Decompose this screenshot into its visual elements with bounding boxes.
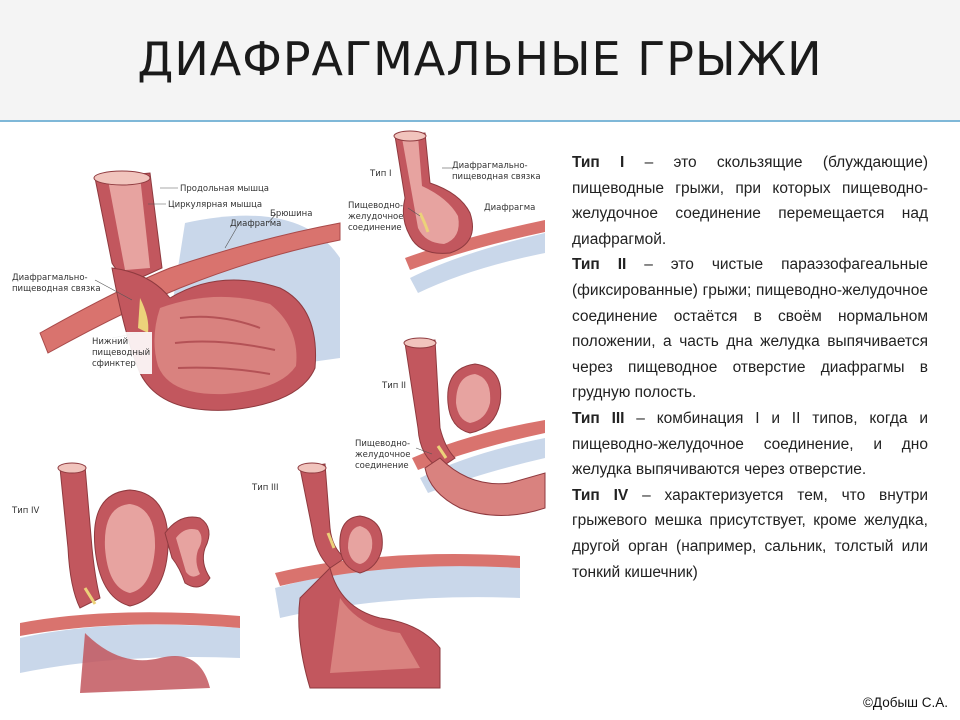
body-type-2: – это чистые параэзофагеальные (фиксированные) грыжи; пищеводно-желудочное соединение остаётся в своём нормальном положении, а часть дна желудка выпячивается через пищеводное отверстие диафрагмы в грудную полость.: [572, 256, 929, 402]
label-circular-muscle: Циркулярная мышца: [168, 200, 263, 210]
type-2-label: Тип II: [382, 381, 406, 391]
term-type-1: Тип I: [572, 154, 625, 171]
type-1-drawing: [348, 131, 545, 293]
type-1-junction-line3: соединение: [348, 223, 402, 233]
label-longitudinal-muscle: Продольная мышца: [180, 184, 269, 194]
type-1-diaphragm-label: Диафрагма: [484, 203, 536, 213]
label-sphincter-line3: сфинктер: [92, 359, 136, 369]
type-2-junction-line3: соединение: [355, 461, 409, 471]
type-1-junction-line1: Пищеводно-: [348, 201, 404, 211]
body-type-4: – характеризуется тем, что внутри грыжевого мешка присутствует, кроме желудка, другой орган (например, сальник, толстый или тонкий кишечник): [572, 486, 928, 581]
hernia-types-illustration: [0, 128, 560, 698]
type-1-ligament-line1: Диафрагмально-: [452, 161, 528, 171]
paragraph-type-1: [572, 150, 928, 252]
body-type-3: – комбинация I и II типов, когда и пищеводно-желудочное соединение, и дно желудка выпячиваются через отверстие.: [572, 409, 928, 479]
term-type-3: Тип III: [572, 409, 625, 427]
body-type-1: – это скользящие (блуждающие) пищеводные грыжи, при которых пищеводно-желудочное соединение перемещается над диафрагмой.: [572, 154, 928, 248]
type-1-junction-line2: желудочное: [348, 212, 404, 222]
label-sphincter-line2: пищеводный: [92, 348, 151, 358]
type-2-drawing: [355, 338, 545, 516]
paragraph-type-4: [572, 483, 928, 585]
copyright-note: ©Добыш С.А.: [862, 695, 948, 710]
label-sphincter-line1: Нижний: [92, 337, 129, 347]
paragraph-type-2: [572, 252, 928, 406]
type-4-drawing: [11, 463, 240, 693]
label-peritoneum: Брюшина: [270, 209, 313, 219]
slide-header: [0, 0, 960, 120]
label-ligament-line2: пищеводная связка: [12, 284, 101, 294]
term-type-2: Тип II: [572, 256, 627, 274]
normal-anatomy-drawing: [12, 171, 340, 410]
type-1-ligament-line2: пищеводная связка: [452, 172, 541, 182]
slide-title: ДИАФРАГМАЛЬНЫЕ ГРЫЖИ: [137, 32, 823, 86]
label-ligament-line1: Диафрагмально-: [12, 273, 88, 283]
type-1-label: Тип I: [370, 169, 392, 179]
type-2-junction-line2: желудочное: [355, 450, 411, 460]
type-2-junction-line1: Пищеводно-: [355, 439, 411, 449]
header-divider: [0, 120, 960, 122]
label-diaphragm: Диафрагма: [230, 219, 282, 229]
paragraph-type-3: [572, 406, 928, 483]
term-type-4: Тип IV: [572, 486, 629, 504]
hernia-types-description: [572, 150, 928, 585]
type-3-label: Тип III: [252, 483, 279, 493]
type-4-label: Тип IV: [12, 506, 40, 516]
